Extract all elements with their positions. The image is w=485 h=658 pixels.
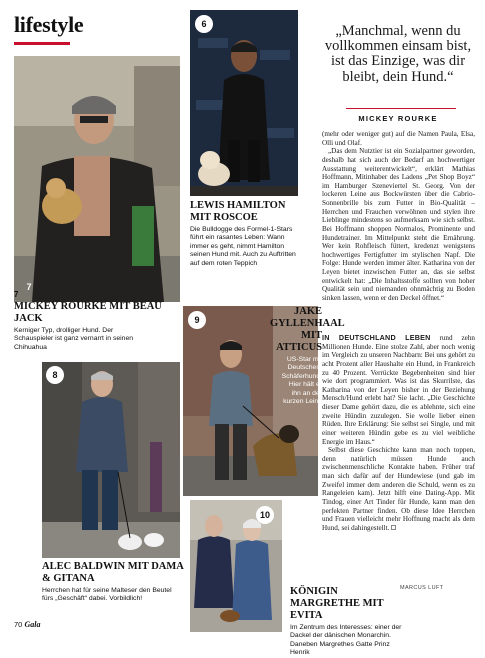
caption-lewis-hamilton [190,200,298,268]
quote-rule [346,108,456,109]
article-paragraph [322,446,475,532]
pull-quote: „Manchmal, wenn du vollkommen einsam bist, ist das Einzige, was dir bleibt, dein Hund.“ [324,23,472,85]
photo-number: 7 [26,282,32,292]
photo-number: 6 [195,15,213,33]
caption-text: Die Bulldogge des Formel-1-Stars führt ein rasantes Leben: Wann immer es geht, nimmt Hamilton seinen Hund mit. Auch zu Auftritten auf dem roten Teppich [190,226,296,267]
quote-author: MICKEY ROURKE [358,114,438,123]
caption-text: Im Zentrum des Interesses: einer der Dackel der dänischen Monarchin. Daneben Margrethes Gatte Prinz Henrik [290,624,402,657]
caption-title: KÖNIGIN MARGRETHE MIT EVITA [290,586,384,621]
article-paragraph: „Das dem Nutztier ist ein Sozialpartner geworden, deshalb hat sich auch der Bedarf an hochwertiger Ausstattung weiterentwickelt“, erklärt Mathias Hoffmann, Mitinhaber des Ladens „Pet Shop Boyz“ im Hamburger Szeneviertel St. Georg. Von der lockeren Leine aus Bockwürsten über die Cabrio-Sonnenbrille bis zum Futter in Bio-Qualität – Herrchen und Frauchen verwöhnen und stylen ihre Lieblinge mindestens so aufmerksam wie sich selbst. Bei Hoffmann shoppen Normalos, Prominente und Hundetrainer. Im Mittelpunkt steht die Ernährung. Wer kein Rohfleisch füttert, kredenzt wenigstens hochwertiges Fertigfutter im stylischen Napf. Die Folge: Hunde werden immer älter. Katharina von der Leyen bietet inzwischen Futter an, das sie selbst entwickelt hat: „Die Inhaltsstoffe sollten von hoher Qualität sein und niemanden ohnmächtig zu Boden sinken lassen, wenn er den Deckel öffnet.“ [322,147,475,302]
photo-lewis-hamilton [190,10,298,196]
article-body-lower [322,334,475,532]
photo-number: 9 [188,311,206,329]
section-rule [14,42,70,45]
caption-title: MICKEY ROURKE MIT BEAU JACK [14,301,162,324]
magazine-brand: Gala [24,620,41,629]
photo-koenigin-margrethe [190,500,282,632]
caption-text: Herrchen hat für seine Malteser den Beutel fürs „Geschäft“ dabei. Vorbildlich! [42,587,172,603]
article-paragraph: (mehr oder weniger gut) auf die Namen Paula, Elsa, Olli und Olaf. [322,130,475,147]
caption-number: 7 [14,290,19,299]
caption-title: ALEC BALDWIN MIT DAMA & GITANA [42,561,184,584]
caption-alec-baldwin [42,561,184,604]
photo-number: 10 [256,506,274,524]
article-paragraph-text: rund zehn Millionen Hunde. Eine stolze Zahl, aber noch wenig im Vergleich zu unseren Nachbarn: Bei uns gehört zu acht Prozent aller Haushalte ein Hund, in Frankreich zu 40 Prozent. Verrückte Begebenheiten sind hier wie dort programmiert. Was ist das Skurrilste, das Katharina von der Leyen bisher in der Beziehung Mensch/Hund erlebt hat? Sie lacht. „Die Geschichte dieser Dame gehört dazu, die es ablehnte, sich eine zweite Hündin zuzulegen. Sie wolle lieber einen Rüden. Ihre Erklärung: Sie selbst sei Single, und mit einer weiteren Hündin gebe es zu viel weibliche Energie im Haus.“ [322,334,475,446]
photo-alec-baldwin [42,362,180,558]
article-subhead: IN DEUTSCHLAND LEBEN [322,333,431,342]
caption-title: LEWIS HAMILTON MIT ROSCOE [190,200,286,223]
end-mark-icon [391,525,396,530]
page-footer [14,620,40,629]
caption-text: Kerniger Typ, drolliger Hund. Der Schauspieler ist ganz vernarrt in seinen Chihuahua [14,327,134,351]
caption-title: JAKE GYLLENHAAL MIT ATTICUS [270,306,345,353]
photo-alec-baldwin-art [42,362,180,558]
article-paragraph-text: Selbst diese Geschichte kann man noch toppen, denn natürlich müssen Hunde auch zwischenmenschliche Kontakte haben. Früher traf man sich dafür auf der Hundewiese (und gab im Zweifel immer dem anderen die Schuld, wenn es zu Rangeleien kam). Jetzt hilft eine Dating-App. Mit Tindog, einer Art Tinder für Hunde, kann man den perfekten Partner finden. Ob diese Idee Herrchen und Frauen vielleicht mehr Hoffnung macht als dem Hund, sei dahingestellt. [322,446,475,532]
photo-number: 8 [46,366,64,384]
photo-mickey-rourke-art [14,56,180,302]
article-body-upper [322,130,475,303]
page-number: 70 [14,620,23,629]
caption-jake-gyllenhaal [270,306,345,406]
section-title: lifestyle [14,12,84,37]
caption-koenigin-margrethe [290,586,410,658]
photo-mickey-rourke [14,56,180,302]
article-paragraph [322,334,475,446]
photo-lewis-hamilton-art [190,10,298,196]
author-credit: MARCUS LUFT [400,585,444,591]
caption-text: US-Star mit Deutschem Schäferhund. Hier hält er ihn an der kurzen Leine [281,356,322,406]
caption-mickey-rourke [14,290,174,352]
